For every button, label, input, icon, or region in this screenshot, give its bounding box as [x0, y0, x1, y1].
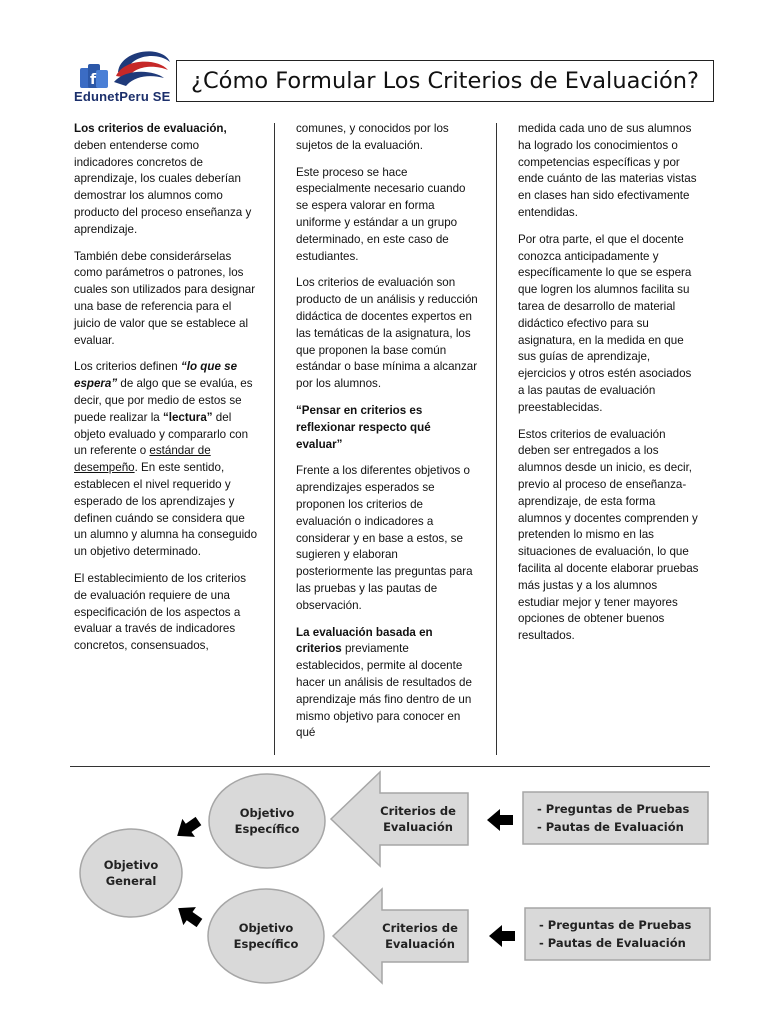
paragraph: comunes, y conocidos por los sujetos de la evaluación. — [296, 122, 449, 152]
list-item: - Preguntas de Pruebas — [539, 918, 692, 932]
bold-quote: “Pensar en criterios es reflexionar respecto qué evaluar” — [296, 403, 431, 451]
paragraph-text: del objeto evaluado y compararlo con un referente o — [74, 410, 249, 458]
paragraph: El establecimiento de los criterios de evaluación requiere de una especificación de los aspectos a evaluar a través de indicadores concretos, consensuados, — [74, 571, 247, 653]
emphasis-text: “lectura” — [162, 410, 213, 424]
questions-list-top — [537, 800, 689, 836]
paragraph: Los criterios de evaluación son producto de un análisis y reducción didáctica de docentes expertos en las temáticas de la asignatura, los que proponen la base común estándar o base mínima a alcanzar por los alumnos. — [296, 276, 478, 391]
underlined-text: estándar de desempeño — [74, 444, 211, 475]
paragraph-text: de algo que se evalúa, es decir, que por medio de estos se puede realizar la — [74, 377, 253, 424]
paragraph: Este proceso se hace especialmente necesario cuando se espera valorar en forma uniforme y estándar a un grupo determinado, en este caso de estudiantes. — [296, 165, 466, 263]
svg-text:f: f — [90, 72, 97, 88]
paragraph-text: previamente establecidos, permite al docente hacer un análisis de resultados de aprendizaje más fino dentro de un mismo objetivo para conocer en qué — [296, 642, 472, 740]
paragraph: Frente a los diferentes objetivos o aprendizajes esperados se proponen los criterios de evaluación o indicadores a considerar y en base a estos, se sugieren y elaboran posteriormente las preguntas para las pruebas y las pautas de observación. — [296, 464, 473, 612]
objective-general-label: Objetivo General — [103, 858, 159, 888]
paragraph-text: Los criterios definen — [74, 360, 181, 374]
paragraph: medida cada uno de sus alumnos ha logrado los conocimientos o competencias específicas y por ende cuánto de las materias vistas en clases han sido efectivamente entendidas. — [518, 122, 697, 219]
paragraph: También debe considerárselas como parámetros o patrones, los cuales son utilizados para designar una base de referencia para el juicio de valor que se establece al evaluar. — [74, 249, 256, 347]
logo-text: EdunetPeru SE — [74, 89, 171, 104]
emphasis-text: “lo que se espera” — [74, 360, 238, 391]
objective-specific-bottom-label: Objetivo Específico — [233, 921, 299, 951]
arrow-up-left-icon — [172, 899, 206, 932]
objective-specific-top-label: Objetivo Específico — [234, 806, 300, 836]
list-item: - Pautas de Evaluación — [537, 820, 684, 834]
arrow-down-left-icon — [171, 812, 205, 845]
bold-lead: La evaluación basada en criterios — [296, 625, 433, 656]
list-item: - Pautas de Evaluación — [539, 936, 686, 950]
page-title: ¿Cómo Formular Los Criterios de Evaluación? — [176, 60, 714, 102]
arrow-left-icon — [489, 925, 515, 947]
paragraph: Estos criterios de evaluación deben ser entregados a los alumnos desde un inicio, es decir, previo al proceso de enseñanza-aprendizaje, de esta forma alumnos y docentes comprenden y pretenden lo mismo en las situaciones de evaluación, lo que facilita al docente elaborar pruebas más justas y a los alumnos estudiar mejor y tener mayores opciones de obtener buenos resultados. — [518, 427, 699, 643]
questions-list-bottom — [539, 916, 691, 952]
criteria-top-label: Criterios de Evaluación — [380, 804, 456, 834]
criteria-bottom-label: Criterios de Evaluación — [382, 921, 458, 951]
arrow-left-icon — [487, 809, 513, 831]
list-item: - Preguntas de Pruebas — [537, 802, 690, 816]
paragraph-text: . En este sentido, establecen el nivel requerido y esperado de los aprendizajes y definen cuándo se considera que un alumno y alumna ha conseguido un objetivo determinado. — [74, 461, 258, 559]
bold-lead: Los criterios de evaluación, — [74, 122, 227, 135]
paragraph-text: deben entenderse como indicadores concretos de aprendizaje, los cuales deberían demostrar los alumnos como producto del proceso enseñanza y aprendizaje. — [74, 138, 252, 236]
paragraph: Por otra parte, el que el docente conozca anticipadamente y específicamente lo que se espera que logren los alumnos facilita su tarea de desarrollo de material didáctico efectivo para su asignatura, en la medida en que sus guías de aprendizaje, ejercicios y otros estén asociados a las pautas de evaluación preestablecidas. — [518, 232, 692, 414]
